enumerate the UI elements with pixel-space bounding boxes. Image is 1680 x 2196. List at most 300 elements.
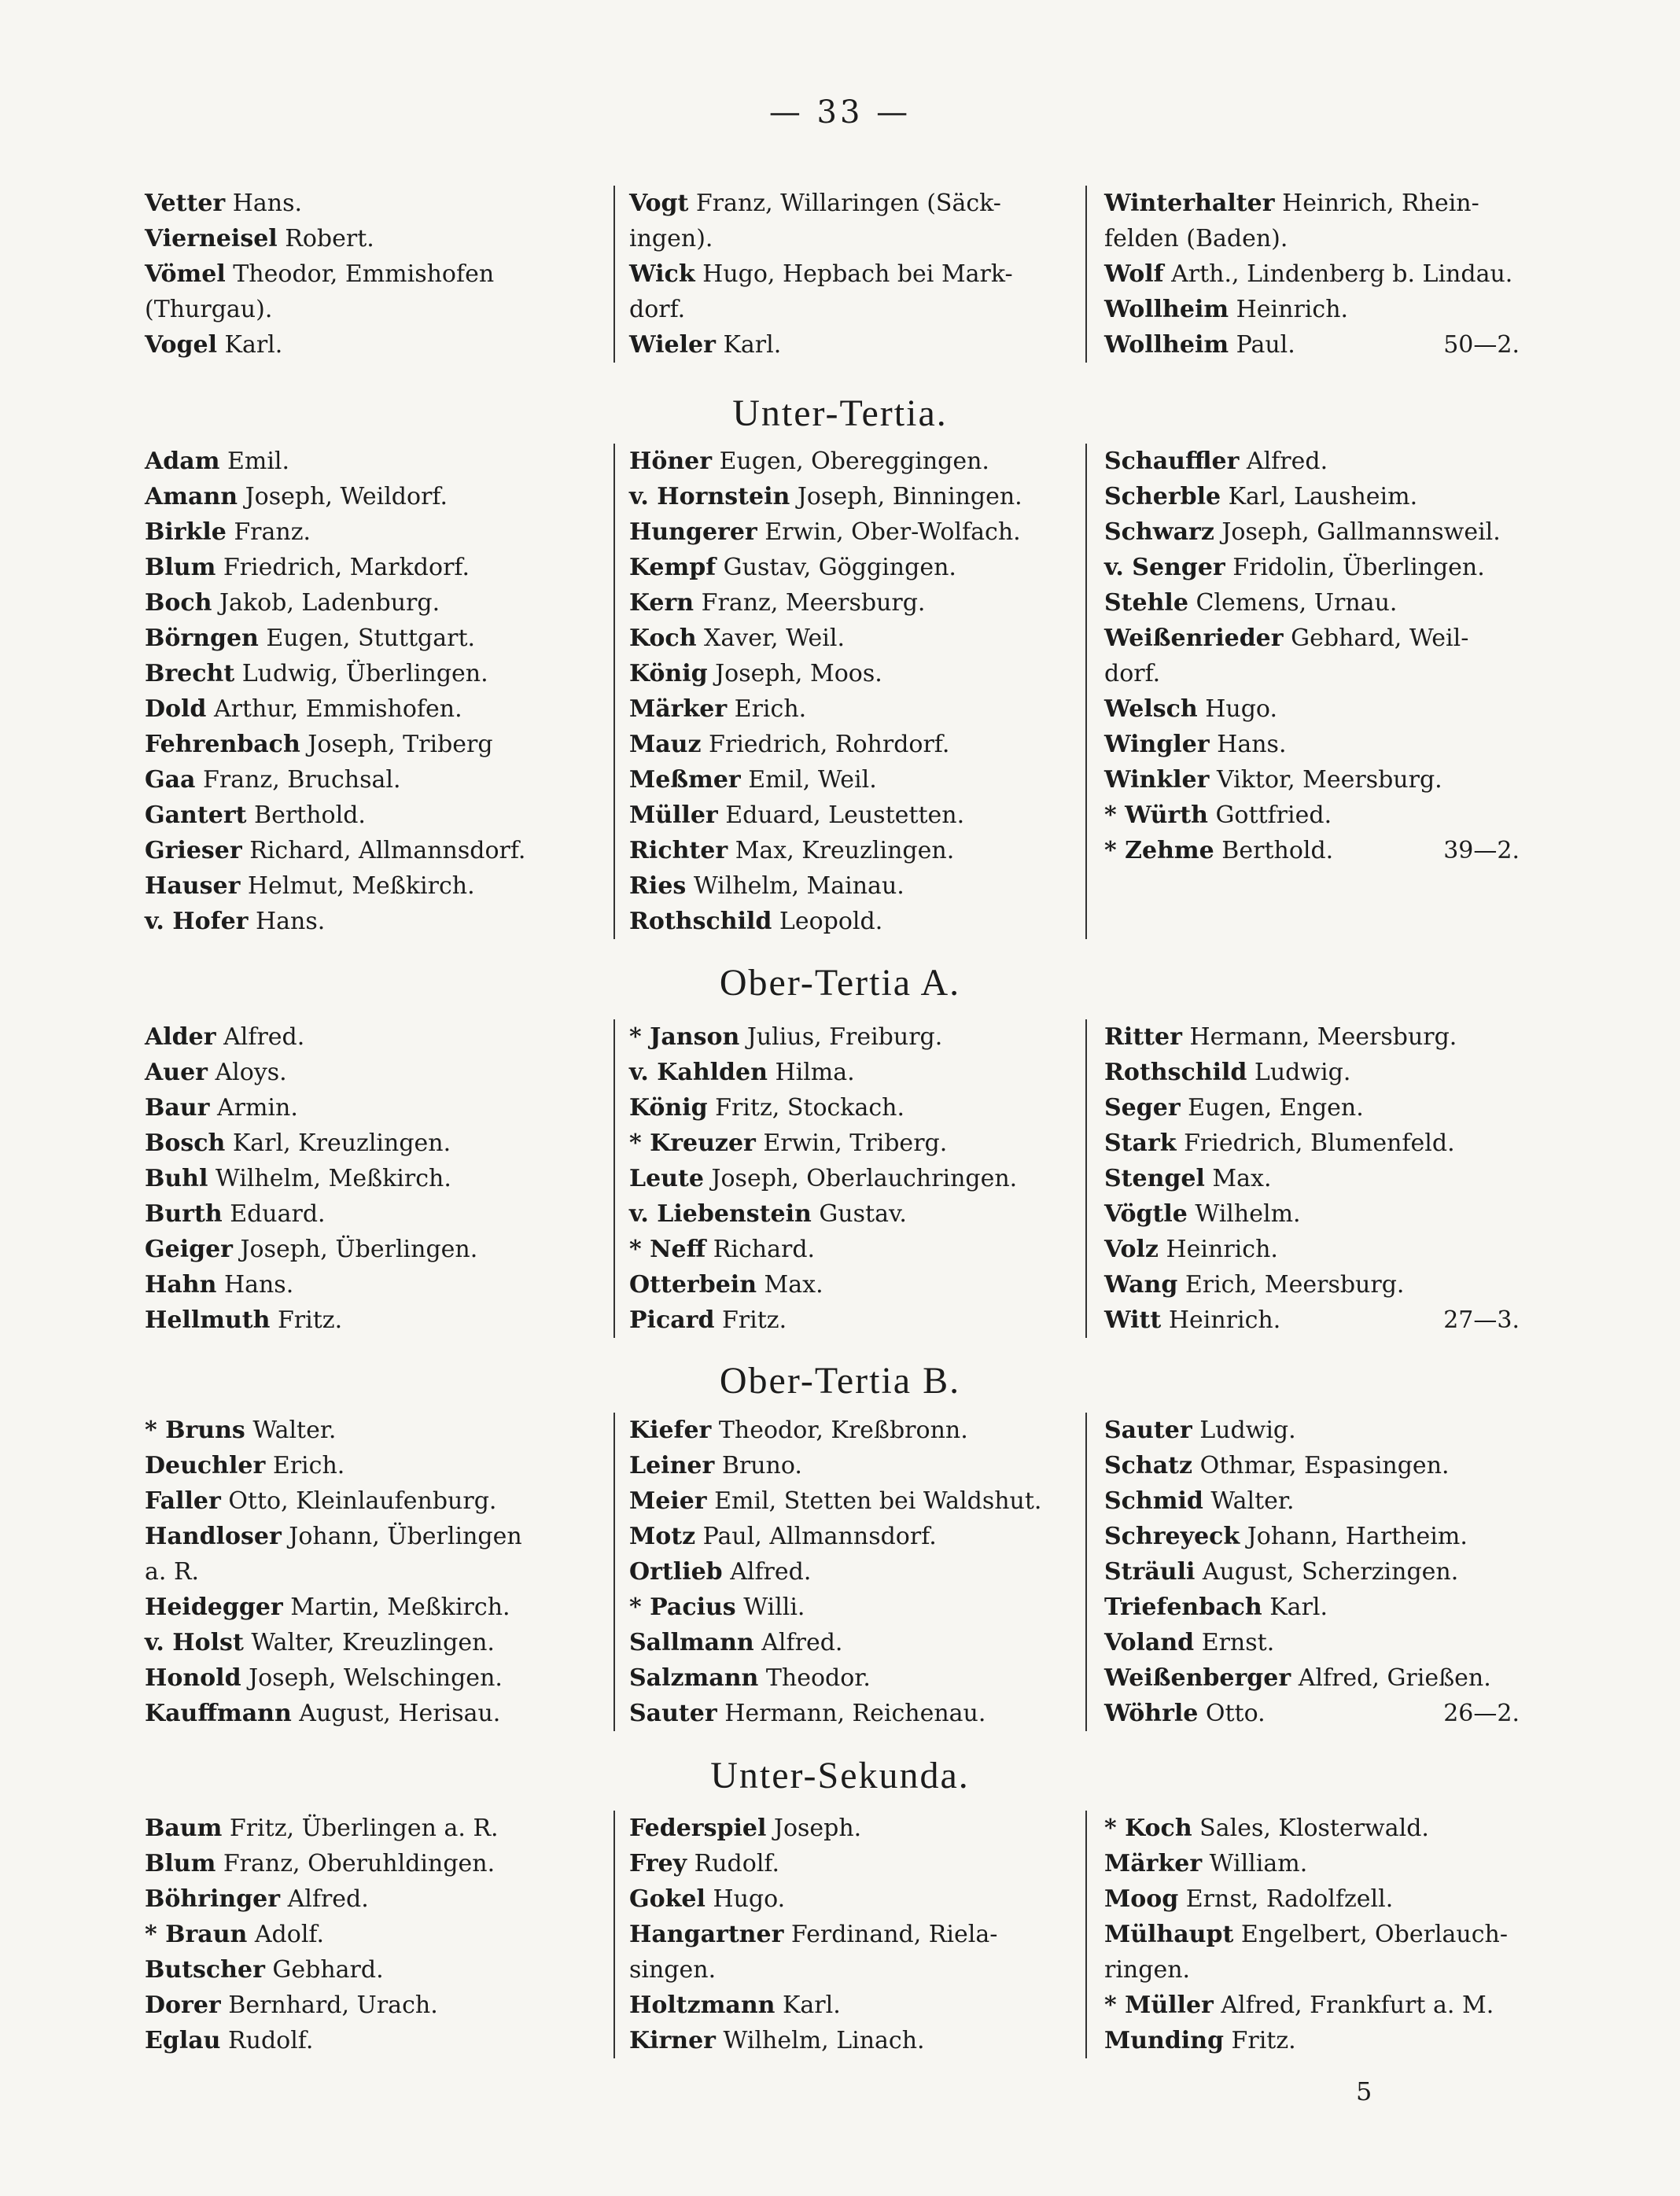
class-count: 39—2. — [1443, 837, 1520, 864]
student-details: Emil, Weil. — [740, 766, 877, 794]
student-surname: Baum — [145, 1815, 223, 1842]
student-details: Joseph, Binningen. — [790, 483, 1022, 510]
student-entry — [1104, 798, 1520, 833]
student-details: Franz, Meersburg. — [694, 589, 926, 617]
student-surname: v. Holst — [145, 1629, 244, 1656]
student-details: Hans. — [225, 190, 303, 217]
student-entry — [145, 1055, 607, 1090]
student-entry — [629, 514, 1079, 550]
student-entry — [1104, 1590, 1520, 1625]
student-details: Karl. — [715, 331, 782, 359]
student-entry — [1104, 621, 1520, 656]
student-details: Arthur, Emmishofen. — [206, 695, 462, 723]
student-details: Max, Kreuzlingen. — [728, 837, 955, 864]
student-details: Otto. — [1198, 1700, 1266, 1727]
column-right — [1085, 1811, 1526, 2058]
student-details: Heinrich. — [1161, 1306, 1281, 1334]
student-details: Armin. — [209, 1094, 298, 1122]
student-details: August, Herisau. — [291, 1700, 501, 1727]
student-details: Martin, Meßkirch. — [282, 1594, 510, 1621]
student-surname: Dorer — [145, 1992, 221, 2019]
student-details: Hermann, Meersburg. — [1181, 1023, 1457, 1051]
student-entry — [145, 1232, 607, 1267]
section-unter-sekunda — [142, 1811, 1526, 2058]
student-details: Theodor. — [758, 1664, 871, 1692]
student-entry — [145, 444, 607, 479]
column-left — [142, 1019, 613, 1338]
student-details: Hilma. — [767, 1059, 855, 1086]
student-details: Theodor, Kreßbronn. — [711, 1417, 968, 1444]
student-surname: Leute — [629, 1165, 704, 1192]
student-entry — [145, 1196, 607, 1232]
column-right — [1085, 186, 1526, 363]
student-details: Hans. — [1209, 731, 1287, 758]
student-entry — [629, 1413, 1079, 1448]
student-surname: Wang — [1104, 1271, 1178, 1299]
student-surname: Stark — [1104, 1129, 1177, 1157]
student-details: Jakob, Ladenburg. — [212, 589, 440, 617]
student-surname: Sallmann — [629, 1629, 754, 1656]
student-surname: König — [629, 660, 708, 687]
student-surname: Gaa — [145, 766, 196, 794]
student-entry — [145, 1302, 607, 1338]
student-details: Alfred. — [753, 1629, 843, 1656]
student-entry — [629, 444, 1079, 479]
student-details: Fridolin, Überlingen. — [1225, 554, 1485, 581]
student-surname: Volz — [1104, 1236, 1159, 1263]
student-entry — [145, 904, 607, 939]
student-surname: Winkler — [1104, 766, 1210, 794]
student-surname: Seger — [1104, 1094, 1181, 1122]
student-entry — [145, 1660, 607, 1696]
student-details: Robert. — [277, 225, 374, 252]
student-details: Joseph, Überlingen. — [232, 1236, 478, 1263]
student-details: Othmar, Espasingen. — [1192, 1452, 1450, 1479]
column-left — [142, 444, 613, 939]
student-details: felden (Baden). — [1104, 225, 1288, 252]
student-entry — [1104, 1161, 1520, 1196]
student-details: Hermann, Reichenau. — [717, 1700, 986, 1727]
student-details: Alfred. — [216, 1023, 305, 1051]
student-entry — [1104, 1090, 1520, 1126]
student-details: Joseph, Moos. — [707, 660, 882, 687]
student-details: Franz, Oberuhldingen. — [216, 1850, 496, 1877]
student-details: Karl. — [217, 331, 283, 359]
student-details: Gebhard, Weil- — [1283, 625, 1469, 652]
student-entry — [145, 186, 607, 221]
student-surname: * Kreuzer — [629, 1129, 756, 1157]
student-details: Ernst. — [1194, 1629, 1275, 1656]
student-entry — [629, 1483, 1079, 1519]
student-entry — [1104, 585, 1520, 621]
student-details: Franz. — [226, 518, 311, 546]
student-surname: Schauffler — [1104, 448, 1240, 475]
student-surname: Buhl — [145, 1165, 208, 1192]
student-surname: Schreyeck — [1104, 1523, 1240, 1550]
student-surname: Koch — [629, 625, 697, 652]
student-details: Joseph, Triberg — [300, 731, 493, 758]
column-right — [1085, 1019, 1526, 1338]
student-entry — [1104, 1554, 1520, 1590]
student-surname: Kempf — [629, 554, 717, 581]
student-surname: Leiner — [629, 1452, 715, 1479]
student-entry — [145, 1554, 607, 1590]
student-details: Max. — [757, 1271, 823, 1299]
student-surname: Weißenberger — [1104, 1664, 1291, 1692]
student-entry — [145, 2023, 607, 2058]
student-details: Engelbert, Oberlauch- — [1233, 1921, 1509, 1948]
student-surname: * Neff — [629, 1236, 706, 1263]
student-surname: Höner — [629, 448, 713, 475]
student-details: Gebhard. — [264, 1956, 384, 1984]
student-entry — [145, 1126, 607, 1161]
student-surname: Vierneisel — [145, 225, 278, 252]
student-surname: Märker — [629, 695, 728, 723]
section-ober-tertia-b — [142, 1413, 1526, 1731]
student-surname: * Müller — [1104, 1992, 1214, 2019]
student-details: Ludwig, Überlingen. — [234, 660, 488, 687]
student-details: Julius, Freiburg. — [739, 1023, 943, 1051]
student-entry — [1104, 1126, 1520, 1161]
student-surname: Böhringer — [145, 1885, 281, 1913]
student-surname: Munding — [1104, 2027, 1224, 2054]
student-details: Hugo. — [705, 1885, 786, 1913]
student-entry — [629, 833, 1079, 868]
student-surname: Kiefer — [629, 1417, 712, 1444]
student-surname: Vogt — [629, 190, 689, 217]
student-surname: Meier — [629, 1487, 707, 1515]
student-surname: Börngen — [145, 625, 259, 652]
student-entry — [629, 1846, 1079, 1881]
student-surname: Dold — [145, 695, 207, 723]
student-entry — [1104, 550, 1520, 585]
student-surname: * Zehme — [1104, 837, 1214, 864]
student-details: a. R. — [145, 1558, 200, 1586]
student-surname: Handloser — [145, 1523, 282, 1550]
student-surname: Geiger — [145, 1236, 233, 1263]
student-details: ingen). — [629, 225, 713, 252]
student-entry — [145, 1019, 607, 1055]
student-details: Friedrich, Markdorf. — [216, 554, 470, 581]
student-surname: Adam — [145, 448, 220, 475]
student-details: singen. — [629, 1956, 717, 1984]
student-details: Aloys. — [207, 1059, 287, 1086]
student-surname: Fehrenbach — [145, 731, 300, 758]
student-surname: Hauser — [145, 872, 241, 900]
student-entry — [629, 1696, 1079, 1731]
student-details: Franz, Bruchsal. — [195, 766, 401, 794]
student-details: Berthold. — [1214, 837, 1334, 864]
student-entry — [145, 550, 607, 585]
student-details: Eduard. — [222, 1200, 326, 1228]
column-middle — [613, 444, 1085, 939]
student-entry — [1104, 1196, 1520, 1232]
student-surname: Vömel — [145, 260, 226, 288]
student-entry — [1104, 2023, 1520, 2058]
column-left — [142, 186, 613, 363]
student-details: Wilhelm, Mainau. — [686, 872, 904, 900]
heading-unter-sekunda: Unter-Sekunda. — [710, 1755, 970, 1796]
student-surname: * Bruns — [145, 1417, 245, 1444]
student-details: Sales, Klosterwald. — [1192, 1815, 1429, 1842]
student-surname: Ortlieb — [629, 1558, 723, 1586]
student-surname: Vögtle — [1104, 1200, 1188, 1228]
student-surname: Märker — [1104, 1850, 1203, 1877]
student-entry — [629, 1554, 1079, 1590]
student-details: Hans. — [248, 908, 326, 935]
student-entry — [1104, 444, 1520, 479]
student-details: Walter, Kreuzlingen. — [243, 1629, 495, 1656]
student-details: Erich. — [727, 695, 807, 723]
student-entry — [1104, 1696, 1520, 1731]
student-surname: Ries — [629, 872, 687, 900]
student-surname: Kirner — [629, 2027, 716, 2054]
student-entry — [145, 514, 607, 550]
student-entry — [629, 1232, 1079, 1267]
student-surname: Wieler — [629, 331, 716, 359]
student-details: Alfred, Grießen. — [1291, 1664, 1491, 1692]
student-entry — [145, 1625, 607, 1660]
student-entry — [629, 656, 1079, 691]
student-details: (Thurgau). — [145, 296, 273, 323]
student-details: Heinrich, Rhein- — [1274, 190, 1479, 217]
student-details: Willi. — [735, 1594, 805, 1621]
student-details: Rudolf. — [220, 2027, 314, 2054]
student-details: Ludwig. — [1192, 1417, 1296, 1444]
student-details: Franz, Willaringen (Säck- — [688, 190, 1001, 217]
student-details: Ferdinand, Riela- — [783, 1921, 998, 1948]
column-middle — [613, 1811, 1085, 2058]
student-entry — [629, 1519, 1079, 1554]
student-surname: Frey — [629, 1850, 687, 1877]
student-entry — [1104, 1917, 1520, 1952]
student-entry — [629, 256, 1079, 292]
student-surname: Schatz — [1104, 1452, 1193, 1479]
student-entry — [1104, 256, 1520, 292]
student-entry — [145, 833, 607, 868]
student-entry — [1104, 1448, 1520, 1483]
student-entry — [1104, 479, 1520, 514]
student-entry — [1104, 1519, 1520, 1554]
student-entry — [629, 1881, 1079, 1917]
student-surname: König — [629, 1094, 708, 1122]
student-entry — [145, 1161, 607, 1196]
student-details: Eugen, Stuttgart. — [258, 625, 476, 652]
student-entry — [1104, 1232, 1520, 1267]
student-surname: Kern — [629, 589, 694, 617]
student-entry — [1104, 762, 1520, 798]
student-surname: Schwarz — [1104, 518, 1214, 546]
student-surname: Mauz — [629, 731, 702, 758]
student-details: Karl. — [1262, 1594, 1328, 1621]
student-details: Xaver, Weil. — [696, 625, 845, 652]
student-entry — [145, 292, 607, 327]
student-details: Karl, Kreuzlingen. — [225, 1129, 451, 1157]
student-details: Walter. — [1203, 1487, 1295, 1515]
student-surname: Sauter — [629, 1700, 717, 1727]
student-details: Richard. — [706, 1236, 816, 1263]
student-surname: Scherble — [1104, 483, 1221, 510]
student-surname: Auer — [145, 1059, 208, 1086]
heading-unter-tertia: Unter-Tertia. — [732, 392, 948, 434]
student-surname: Birkle — [145, 518, 227, 546]
student-details: Karl. — [775, 1992, 841, 2019]
column-middle — [613, 1019, 1085, 1338]
student-details: Gustav. — [811, 1200, 907, 1228]
student-entry — [1104, 1625, 1520, 1660]
student-details: Wilhelm, Linach. — [715, 2027, 925, 2054]
student-entry — [145, 327, 607, 363]
student-entry — [145, 621, 607, 656]
student-surname: Heidegger — [145, 1594, 283, 1621]
student-surname: Voland — [1104, 1629, 1195, 1656]
student-details: Max. — [1204, 1165, 1272, 1192]
student-entry — [629, 292, 1079, 327]
heading-ober-tertia-a: Ober-Tertia A. — [719, 962, 961, 1004]
student-entry — [629, 762, 1079, 798]
student-entry — [145, 1988, 607, 2023]
student-surname: Stengel — [1104, 1165, 1205, 1192]
student-surname: Motz — [629, 1523, 696, 1550]
student-surname: v. Hofer — [145, 908, 249, 935]
student-entry — [1104, 1483, 1520, 1519]
student-entry — [629, 727, 1079, 762]
student-entry — [145, 868, 607, 904]
student-details: Erwin, Ober-Wolfach. — [757, 518, 1021, 546]
student-surname: v. Senger — [1104, 554, 1225, 581]
student-surname: Honold — [145, 1664, 241, 1692]
student-entry — [145, 1952, 607, 1988]
student-details: Theodor, Emmishofen — [225, 260, 495, 288]
student-entry — [145, 691, 607, 727]
student-surname: Gantert — [145, 801, 247, 829]
column-right — [1085, 444, 1526, 939]
student-entry — [629, 1917, 1079, 1952]
student-surname: Hungerer — [629, 518, 757, 546]
student-details: Clemens, Urnau. — [1188, 589, 1398, 617]
student-entry — [145, 1483, 607, 1519]
student-details: Otto, Kleinlaufenburg. — [220, 1487, 497, 1515]
student-entry — [145, 585, 607, 621]
student-surname: Winterhalter — [1104, 190, 1275, 217]
student-entry — [629, 1448, 1079, 1483]
page-number: — 33 — — [768, 94, 912, 131]
student-surname: Picard — [629, 1306, 715, 1334]
student-details: Arth., Lindenberg b. Lindau. — [1163, 260, 1513, 288]
student-entry — [145, 1696, 607, 1731]
student-entry — [145, 1590, 607, 1625]
student-entry — [629, 904, 1079, 939]
student-details: Heinrich. — [1158, 1236, 1278, 1263]
student-surname: v. Hornstein — [629, 483, 790, 510]
student-entry — [629, 1952, 1079, 1988]
student-entry — [629, 691, 1079, 727]
student-details: Richard, Allmannsdorf. — [241, 837, 526, 864]
student-details: Leopold. — [772, 908, 883, 935]
student-details: Joseph, Weildorf. — [238, 483, 448, 510]
student-details: William. — [1202, 1850, 1308, 1877]
student-details: Fritz, Überlingen a. R. — [222, 1815, 499, 1842]
student-details: Eugen, Engen. — [1180, 1094, 1364, 1122]
student-surname: Butscher — [145, 1956, 265, 1984]
student-surname: Kauffmann — [145, 1700, 292, 1727]
student-details: Friedrich, Blumenfeld. — [1176, 1129, 1455, 1157]
student-entry — [629, 621, 1079, 656]
student-entry — [629, 1302, 1079, 1338]
student-entry — [1104, 1952, 1520, 1988]
student-entry — [1104, 727, 1520, 762]
student-entry — [629, 1811, 1079, 1846]
column-left — [142, 1811, 613, 2058]
student-surname: * Braun — [145, 1921, 248, 1948]
student-surname: Deuchler — [145, 1452, 266, 1479]
student-details: August, Scherzingen. — [1195, 1558, 1459, 1586]
student-details: Emil, Stetten bei Waldshut. — [706, 1487, 1042, 1515]
column-right — [1085, 1413, 1526, 1731]
student-entry — [629, 1055, 1079, 1090]
student-surname: Burth — [145, 1200, 223, 1228]
student-surname: Schmid — [1104, 1487, 1203, 1515]
student-entry — [1104, 1811, 1520, 1846]
student-details: Hugo. — [1197, 695, 1277, 723]
student-surname: Bosch — [145, 1129, 226, 1157]
student-entry — [629, 798, 1079, 833]
student-details: Friedrich, Rohrdorf. — [701, 731, 950, 758]
student-entry — [629, 1660, 1079, 1696]
student-entry — [1104, 1019, 1520, 1055]
student-surname: Weißenrieder — [1104, 625, 1284, 652]
student-details: Fritz, Stockach. — [707, 1094, 905, 1122]
student-surname: Blum — [145, 554, 216, 581]
student-entry — [629, 479, 1079, 514]
student-surname: Ritter — [1104, 1023, 1182, 1051]
student-entry — [145, 1267, 607, 1302]
student-entry — [145, 1448, 607, 1483]
student-entry — [629, 550, 1079, 585]
student-details: Ludwig. — [1247, 1059, 1351, 1086]
student-details: Emil. — [219, 448, 290, 475]
student-surname: Triefenbach — [1104, 1594, 1262, 1621]
student-surname: Wollheim — [1104, 331, 1229, 359]
student-surname: * Janson — [629, 1023, 740, 1051]
student-surname: Boch — [145, 589, 212, 617]
student-entry — [629, 868, 1079, 904]
student-surname: Sauter — [1104, 1417, 1192, 1444]
student-details: Eugen, Obereggingen. — [712, 448, 989, 475]
student-details: Adolf. — [247, 1921, 324, 1948]
student-details: Joseph, Welschingen. — [241, 1664, 503, 1692]
student-details: Alfred. — [722, 1558, 812, 1586]
student-entry — [145, 1881, 607, 1917]
student-details: Hans. — [216, 1271, 294, 1299]
student-surname: Sträuli — [1104, 1558, 1196, 1586]
student-details: Berthold. — [246, 801, 366, 829]
student-surname: Gokel — [629, 1885, 706, 1913]
student-surname: Rothschild — [629, 908, 772, 935]
student-details: Joseph. — [766, 1815, 862, 1842]
student-details: Fritz. — [270, 1306, 343, 1334]
student-details: Ernst, Radolfzell. — [1178, 1885, 1394, 1913]
student-surname: Vetter — [145, 190, 226, 217]
student-entry — [145, 1413, 607, 1448]
student-entry — [629, 221, 1079, 256]
student-surname: Müller — [629, 801, 718, 829]
student-entry — [629, 1161, 1079, 1196]
student-details: Alfred. — [280, 1885, 369, 1913]
student-entry — [145, 221, 607, 256]
student-details: Erich, Meersburg. — [1177, 1271, 1405, 1299]
student-surname: Meßmer — [629, 766, 741, 794]
